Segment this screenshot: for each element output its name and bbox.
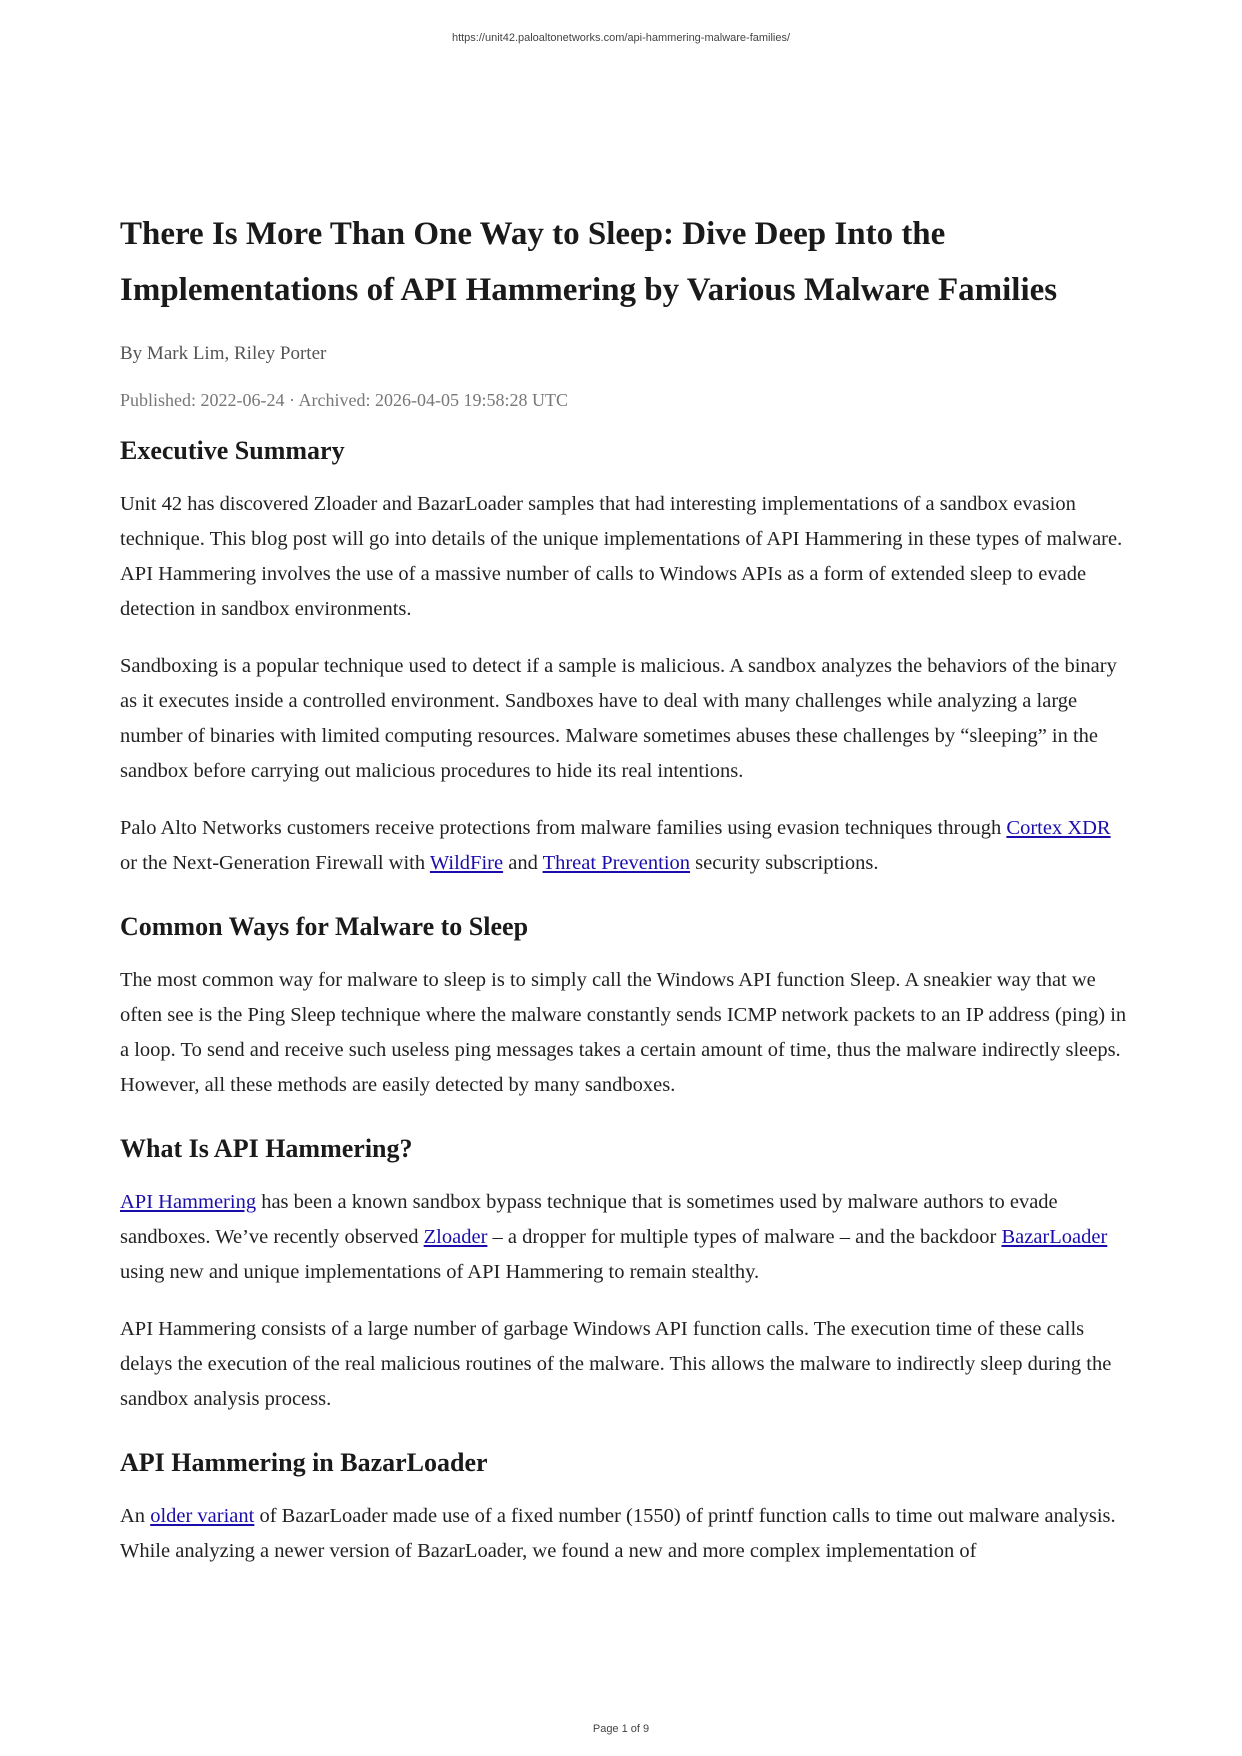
text-span: using new and unique implementations of API Hammering to remain stealthy. (120, 1261, 760, 1283)
paragraph (120, 1185, 1130, 1290)
paragraph (120, 811, 1130, 881)
paragraph: The most common way for malware to sleep is to simply call the Windows API function Sleep. A sneakier way that we often see is the Ping Sleep technique where the malware constantly sends ICMP network packets to an IP address (ping) in a loop. To send and receive such useless ping messages takes a certain amount of time, thus the malware indirectly sleeps. However, all these methods are easily detected by many sandboxes. (120, 969, 1127, 1096)
heading-executive-summary: Executive Summary (120, 436, 345, 465)
link-api-hammering[interactable]: API Hammering (120, 1191, 257, 1213)
text-span: or the Next-Generation Firewall with (120, 852, 430, 874)
link-bazarloader[interactable]: BazarLoader (1001, 1226, 1108, 1248)
link-wildfire[interactable]: WildFire (429, 852, 504, 874)
paragraph: API Hammering consists of a large number of garbage Windows API function calls. The execution time of these calls delays the execution of the real malicious routines of the malware. This allows the malware to indirectly sleep during the sandbox analysis process. (120, 1318, 1112, 1410)
text-span: security subscriptions. (690, 852, 879, 874)
page-number: Page 1 of 9 (592, 1723, 650, 1735)
link-cortex-xdr[interactable]: Cortex XDR (1006, 817, 1111, 839)
text-span: and (503, 852, 543, 874)
article-byline: By Mark Lim, Riley Porter (120, 343, 327, 364)
link-older-variant[interactable]: older variant (150, 1505, 255, 1527)
text-span: has been a known sandbox bypass technique that is sometimes used by malware authors to evade sandboxes. We’ve recently observed (120, 1191, 1058, 1248)
paragraph (120, 1499, 1130, 1569)
text-span: Palo Alto Networks customers receive protections from malware families using evasion techniques through (120, 817, 1007, 839)
link-zloader[interactable]: Zloader (423, 1226, 488, 1248)
text-span: of BazarLoader made use of a fixed number (1550) of printf function calls to time out malware analysis. While analyzing a newer version of BazarLoader, we found a new and more complex implementation of (120, 1505, 1116, 1562)
page-url-header: https://unit42.paloaltonetworks.com/api-hammering-malware-families/ (451, 32, 791, 44)
text-span: – a dropper for multiple types of malware – and the backdoor (487, 1226, 1002, 1248)
paragraph: Unit 42 has discovered Zloader and BazarLoader samples that had interesting implementations of a sandbox evasion technique. This blog post will go into details of the unique implementations of API Hammering in these types of malware. API Hammering involves the use of a massive number of calls to Windows APIs as a form of extended sleep to evade detection in sandbox environments. (120, 493, 1123, 620)
heading-common-ways: Common Ways for Malware to Sleep (120, 912, 529, 941)
article-meta: Published: 2022-06-24 · Archived: 2026-04-05 19:58:28 UTC (120, 390, 568, 410)
heading-api-hammering-bazarloader: API Hammering in BazarLoader (120, 1448, 488, 1477)
article-title: There Is More Than One Way to Sleep: Dive Deep Into the Implementations of API Hammering by Various Malware Families (120, 216, 1058, 308)
article-content (120, 206, 1130, 1591)
text-span: An (120, 1505, 151, 1527)
heading-what-is-api-hammering: What Is API Hammering? (120, 1134, 413, 1163)
link-threat-prevention[interactable]: Threat Prevention (542, 852, 691, 874)
paragraph: Sandboxing is a popular technique used to detect if a sample is malicious. A sandbox analyzes the behaviors of the binary as it executes inside a controlled environment. Sandboxes have to deal with many challenges while analyzing a large number of binaries with limited computing resources. Malware sometimes abuses these challenges by “sleeping” in the sandbox before carrying out malicious procedures to hide its real intentions. (120, 655, 1117, 782)
